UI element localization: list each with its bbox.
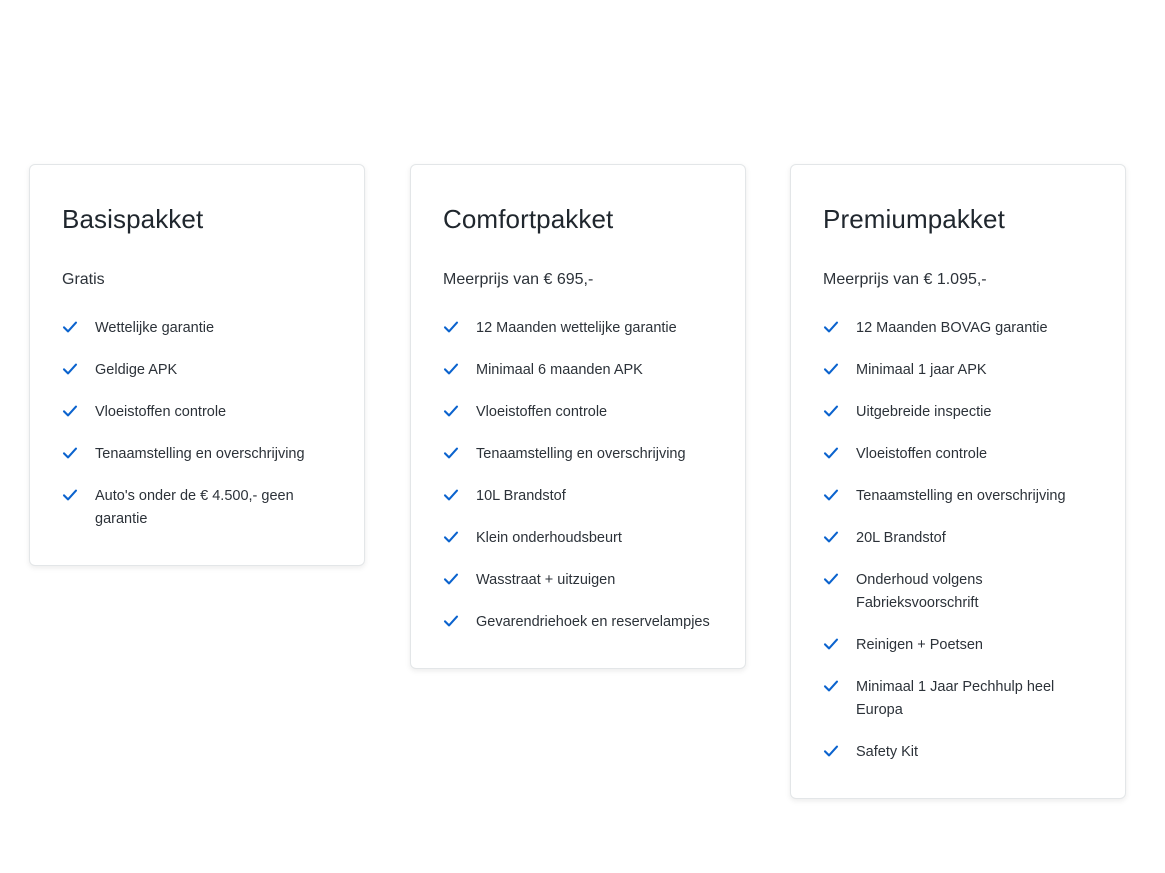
list-item (443, 485, 713, 508)
feature-list (823, 317, 1093, 764)
list-item (823, 569, 1093, 615)
package-card-content (411, 165, 745, 668)
list-item (443, 317, 713, 340)
list-item (823, 485, 1093, 508)
check-icon (62, 487, 78, 503)
feature-list (443, 317, 713, 634)
feature-label: Reinigen + Poetsen (856, 637, 983, 653)
list-item (443, 401, 713, 424)
feature-label: Tenaamstelling en overschrijving (856, 488, 1066, 504)
feature-label: Minimaal 1 jaar APK (856, 362, 987, 378)
list-item (62, 401, 332, 424)
feature-label: Wasstraat + uitzuigen (476, 572, 616, 588)
list-item (823, 527, 1093, 550)
package-card-basispakket[interactable] (29, 164, 365, 566)
feature-label: 20L Brandstof (856, 530, 946, 546)
check-icon (823, 529, 839, 545)
feature-label: Vloeistoffen controle (856, 446, 988, 462)
package-title: Premiumpakket (823, 204, 1005, 234)
feature-label: Geldige APK (95, 362, 178, 378)
check-icon (443, 571, 459, 587)
check-icon (443, 361, 459, 377)
list-item (823, 317, 1093, 340)
package-price: Meerprijs van € 695,- (443, 271, 594, 288)
check-icon (443, 529, 459, 545)
package-title: Basispakket (62, 204, 204, 234)
list-item (823, 359, 1093, 382)
check-icon (823, 487, 839, 503)
feature-label: Klein onderhoudsbeurt (476, 530, 622, 546)
list-item (62, 485, 332, 531)
check-icon (823, 743, 839, 759)
feature-label: Vloeistoffen controle (95, 404, 227, 420)
package-price: Meerprijs van € 1.095,- (823, 271, 987, 288)
package-card-content (30, 165, 364, 565)
feature-label: Uitgebreide inspectie (856, 404, 992, 420)
list-item (443, 443, 713, 466)
check-icon (823, 361, 839, 377)
feature-label: Safety Kit (856, 744, 919, 760)
list-item (62, 317, 332, 340)
feature-label: Wettelijke garantie (95, 320, 215, 336)
list-item (823, 676, 1093, 722)
list-item (823, 634, 1093, 657)
check-icon (823, 403, 839, 419)
package-card-content (791, 165, 1125, 798)
list-item (62, 443, 332, 466)
check-icon (823, 571, 839, 587)
check-icon (62, 319, 78, 335)
list-item (823, 741, 1093, 764)
list-item (443, 611, 713, 634)
package-price: Gratis (62, 271, 105, 288)
check-icon (62, 403, 78, 419)
feature-label: Gevarendriehoek en reservelampjes (476, 614, 710, 630)
package-card-comfortpakket[interactable] (410, 164, 746, 669)
feature-label: Onderhoud volgens Fabrieksvoorschrift (856, 572, 983, 611)
check-icon (823, 319, 839, 335)
feature-label: 10L Brandstof (476, 488, 566, 504)
check-icon (443, 319, 459, 335)
list-item (62, 359, 332, 382)
feature-label: Tenaamstelling en overschrijving (476, 446, 686, 462)
check-icon (823, 636, 839, 652)
list-item (823, 401, 1093, 424)
check-icon (823, 678, 839, 694)
feature-label: 12 Maanden wettelijke garantie (476, 320, 677, 336)
feature-list (62, 317, 332, 531)
package-card-premiumpakket[interactable] (790, 164, 1126, 799)
list-item (443, 569, 713, 592)
check-icon (62, 445, 78, 461)
check-icon (443, 613, 459, 629)
check-icon (823, 445, 839, 461)
feature-label: Vloeistoffen controle (476, 404, 608, 420)
feature-label: Tenaamstelling en overschrijving (95, 446, 305, 462)
list-item (443, 527, 713, 550)
list-item (443, 359, 713, 382)
feature-label: Minimaal 6 maanden APK (476, 362, 643, 378)
check-icon (62, 361, 78, 377)
package-title: Comfortpakket (443, 204, 614, 234)
list-item (823, 443, 1093, 466)
feature-label: Auto's onder de € 4.500,- geen garantie (95, 488, 294, 527)
feature-label: 12 Maanden BOVAG garantie (856, 320, 1048, 336)
check-icon (443, 403, 459, 419)
check-icon (443, 445, 459, 461)
check-icon (443, 487, 459, 503)
feature-label: Minimaal 1 Jaar Pechhulp heel Europa (856, 679, 1055, 718)
